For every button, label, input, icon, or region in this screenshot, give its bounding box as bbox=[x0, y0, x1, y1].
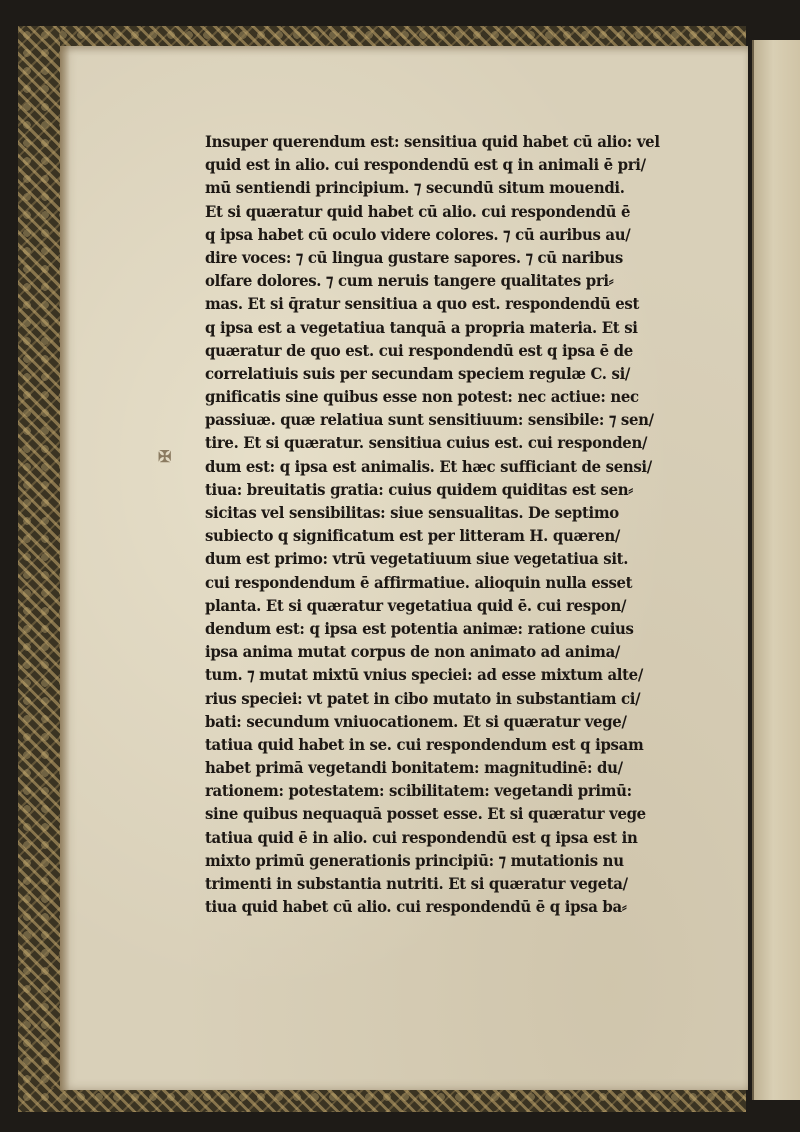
page-gutter-shadow bbox=[60, 46, 70, 1090]
text-line: tum. ⁊ mutat mixtū vnius speciei: ad esse mixtum alte/ bbox=[205, 665, 643, 685]
text-line: dire voces: ⁊ cū lingua gustare sapores. ⁊ cū naribus bbox=[205, 247, 623, 267]
text-line: trimenti in substantia nutriti. Et si quæratur vegeta/ bbox=[205, 874, 628, 893]
text-line: gnificatis sine quibus esse non potest: nec actiue: nec bbox=[205, 387, 639, 407]
parchment-page bbox=[60, 46, 748, 1090]
text-line: planta. Et si quæratur vegetatiua quid ē. cui respon/ bbox=[205, 595, 627, 615]
text-line: mas. Et si q̄ratur sensitiua a quo est. respondendū est bbox=[205, 294, 640, 314]
text-line: cui respondendum ē affirmatiue. alioquin nulla esset bbox=[205, 572, 633, 592]
text-line: dum est: q ipsa est animalis. Et hæc sufficiant de sensi/ bbox=[205, 456, 652, 476]
text-line: ipsa anima mutat corpus de non animato ad anima/ bbox=[205, 642, 621, 662]
text-line: q ipsa habet cū oculo videre colores. ⁊ cū auribus au/ bbox=[205, 224, 631, 244]
text-line: subiecto q significatum est per litteram H. quæren/ bbox=[205, 526, 620, 546]
text-line: dum est primo: vtrū vegetatiuum siue vegetatiua sit. bbox=[205, 549, 629, 569]
ornamental-border-bottom bbox=[18, 1088, 746, 1112]
text-line: sicitas vel sensibilitas: siue sensualitas. De septimo bbox=[205, 503, 619, 522]
text-line: olfare dolores. ⁊ cum neruis tangere qualitates pri⸗ bbox=[205, 271, 614, 291]
marginal-mark: ✠ bbox=[158, 447, 172, 466]
text-line: bati: secundum vniuocationem. Et si quæratur vege/ bbox=[205, 711, 627, 731]
text-line: rationem: potestatem: scibilitatem: vegetandi primū: bbox=[205, 781, 632, 801]
text-line: sine quibus nequaquā posset esse. Et si quæratur vege bbox=[205, 804, 646, 824]
text-line: tatiua quid ē in alio. cui respondendū est q ipsa est in bbox=[205, 827, 638, 847]
text-line: tatiua quid habet in se. cui respondendum est q ipsam bbox=[205, 734, 644, 754]
text-line: quæratur de quo est. cui respondendū est q ipsa ē de bbox=[205, 340, 633, 360]
text-line: Et si quæratur quid habet cū alio. cui respondendū ē bbox=[205, 201, 631, 221]
text-line: rius speciei: vt patet in cibo mutato in substantiam ci/ bbox=[205, 688, 641, 708]
ornamental-border-left bbox=[18, 26, 60, 1112]
text-line: mixto primū generationis principiū: ⁊ mutationis nu bbox=[205, 850, 624, 870]
text-line: correlatiuis suis per secundam speciem regulæ C. si/ bbox=[205, 363, 631, 383]
text-line: tiua: breuitatis gratia: cuius quidem quiditas est sen⸗ bbox=[205, 479, 633, 499]
text-line: passiuæ. quæ relatiua sunt sensitiuum: sensibile: ⁊ sen/ bbox=[205, 410, 654, 430]
text-line: tiua quid habet cū alio. cui respondendū ē q ipsa ba⸗ bbox=[205, 897, 627, 917]
text-line: habet primā vegetandi bonitatem: magnitudinē: du/ bbox=[205, 758, 623, 778]
next-leaf-edge bbox=[752, 40, 800, 1100]
next-leaf-bleed-through bbox=[754, 40, 800, 130]
text-line: mū sentiendi principium. ⁊ secundū situm mouendi. bbox=[205, 178, 625, 198]
text-line: quid est in alio. cui respondendū est q in animali ē pri/ bbox=[205, 155, 646, 175]
text-line: tire. Et si quæratur. sensitiua cuius est. cui responden/ bbox=[205, 433, 648, 453]
text-block bbox=[205, 130, 735, 918]
text-line: Insuper querendum est: sensitiua quid habet cū alio: vel bbox=[205, 132, 660, 151]
ornamental-border-top bbox=[18, 26, 746, 48]
text-line: dendum est: q ipsa est potentia animæ: ratione cuius bbox=[205, 618, 634, 638]
text-line: q ipsa est a vegetatiua tanquā a propria materia. Et si bbox=[205, 317, 638, 337]
